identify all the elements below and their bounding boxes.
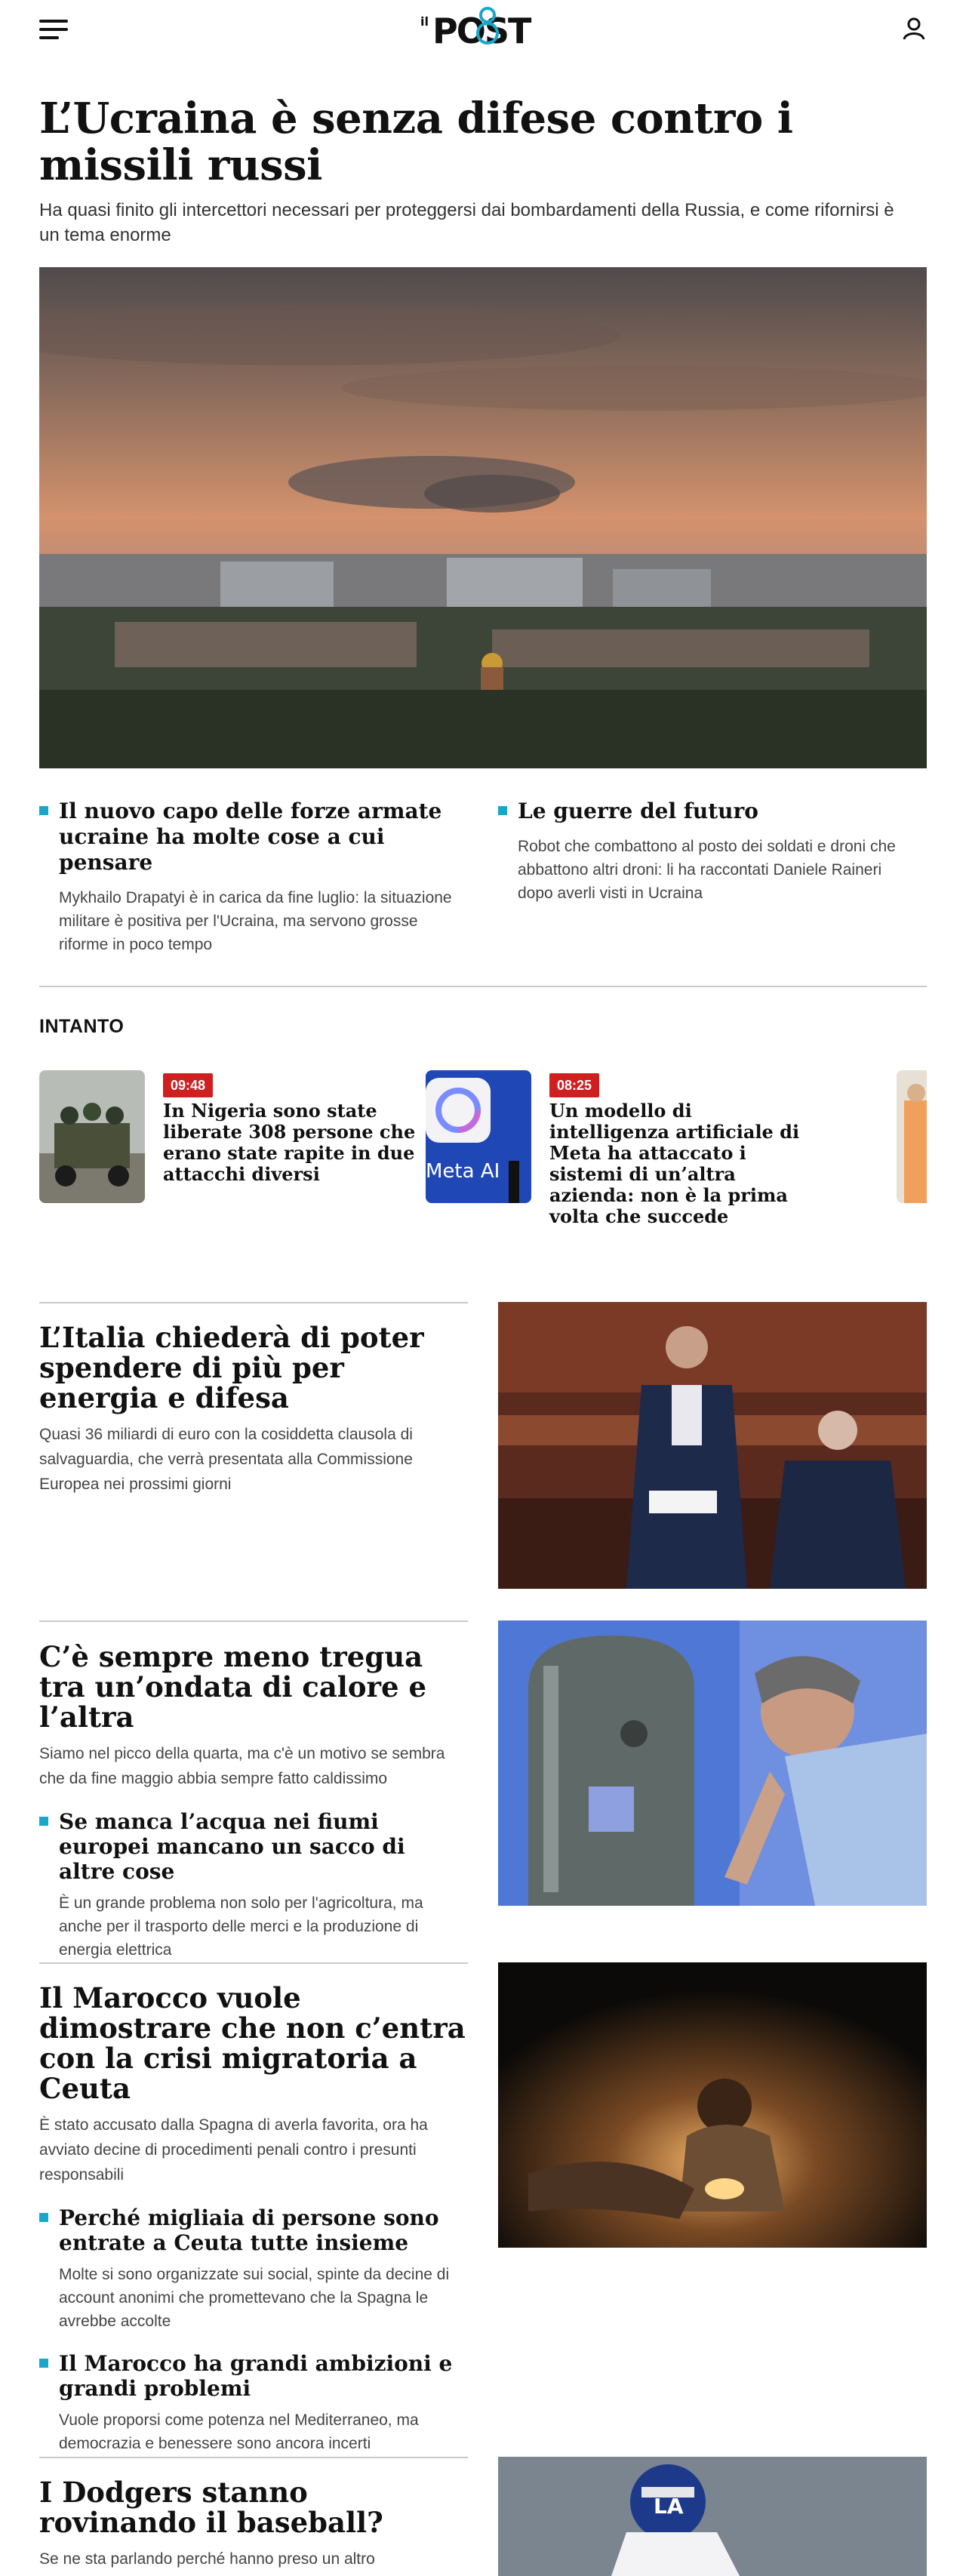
intanto-thumb-2[interactable] — [426, 1070, 531, 1203]
article-4[interactable] — [39, 2477, 468, 2571]
news-time-badge: 08:25 — [549, 1073, 599, 1097]
intanto-card-2[interactable] — [426, 1070, 818, 1227]
article-divider — [39, 1620, 468, 1622]
article-3-image[interactable] — [498, 1962, 927, 2248]
related-story-text: Mykhailo Drapatyi è in carica da fine luglio: la situazione militare è positiva per l'Ucraina, ma servono grosse riforme in poco tempo — [59, 889, 452, 953]
intanto-title[interactable]: Un modello di intelligenza artificiale di Meta ha attaccato i sistemi di un’altra azienda: non è la prima volta che succede — [549, 1100, 800, 1227]
article-related-item[interactable] — [39, 2205, 468, 2333]
related-story-2[interactable] — [498, 799, 921, 905]
article-related-text: Vuole proporsi come potenza nel Mediterraneo, ma democrazia e benessere sono ancora incerti — [59, 2411, 419, 2452]
user-icon[interactable] — [902, 17, 926, 41]
article-related-item[interactable] — [39, 1809, 468, 1962]
bullet-marker — [498, 806, 507, 815]
article-2-image[interactable] — [498, 1620, 927, 1906]
article-text: Quasi 36 miliardi di euro con la cosiddetta clausola di salvaguardia, che verrà presentata alla Commissione Europea nei prossimi giorni — [39, 1426, 413, 1493]
bullet-marker — [39, 1817, 48, 1826]
related-story-text: Robot che combattono al posto dei soldati e droni che abbattono altri droni: li ha raccontati Daniele Raineri dopo averli visti in Ucraina — [518, 838, 896, 902]
article-related-title[interactable]: Il Marocco ha grandi ambizioni e grandi problemi — [59, 2351, 453, 2401]
intanto-thumb-1[interactable] — [39, 1070, 145, 1203]
section-divider — [39, 986, 927, 987]
article-related-text: È un grande problema non solo per l'agricoltura, ma anche per il trasporto delle merci e la produzione di energia elettrica — [59, 1894, 423, 1959]
article-divider — [39, 1962, 468, 1964]
intanto-card-1[interactable] — [39, 1070, 432, 1203]
bullet-marker — [39, 2359, 48, 2368]
article-text: Se ne sta parlando perché hanno preso un altro — [39, 2550, 375, 2568]
related-story-1[interactable] — [39, 799, 462, 956]
article-related-text: Molte si sono organizzate sui social, spinte da decine di account anonimi che promettevano che la Spagna le avrebbe accolte — [59, 2266, 450, 2330]
article-divider — [39, 1302, 468, 1303]
intanto-thumb-3[interactable] — [897, 1070, 927, 1203]
il-post-logo[interactable] — [419, 3, 551, 48]
article-title[interactable]: Il Marocco vuole dimostrare che non c’entra con la crisi migratoria a Ceuta — [39, 1981, 466, 2105]
top-story-subtitle: Ha quasi finito gli intercettori necessari per proteggersi dai bombardamenti della Russia, e come rifornirsi è un tema enorme — [39, 200, 894, 245]
article-title[interactable]: I Dodgers stanno rovinando il baseball? — [39, 2476, 383, 2539]
article-text: È stato accusato dalla Spagna di averla favorita, ora ha avviato decine di procedimenti penali contro i presunti responsabili — [39, 2116, 428, 2184]
intanto-title[interactable]: In Nigeria sono state liberate 308 persone che erano state rapite in due attacchi diversi — [163, 1100, 416, 1185]
dodgers-cap-logo: LA — [654, 2494, 684, 2519]
intanto-label: INTANTO — [39, 1016, 125, 1037]
article-1[interactable] — [39, 1322, 468, 1497]
article-title[interactable]: C’è sempre meno tregua tra un’ondata di calore e l’altra — [39, 1640, 426, 1734]
article-divider — [39, 2457, 468, 2458]
article-title[interactable]: L’Italia chiederà di poter spendere di più per energia e difesa — [39, 1321, 424, 1414]
article-text: Siamo nel picco della quarta, ma c'è un motivo se sembra che da fine maggio abbia sempre fatto caldissimo — [39, 1745, 445, 1787]
hamburger-menu-icon[interactable] — [39, 20, 68, 39]
article-4-image[interactable] — [498, 2457, 927, 2576]
article-related-item[interactable] — [39, 2351, 468, 2455]
news-time-badge: 09:48 — [163, 1073, 213, 1097]
top-story-title[interactable]: L’Ucraina è senza difese contro i missili russi — [39, 94, 793, 190]
top-story-image[interactable] — [39, 267, 927, 768]
bullet-marker — [39, 2213, 48, 2222]
intanto-card-3-partial[interactable] — [897, 1070, 927, 1203]
article-2[interactable] — [39, 1642, 468, 1962]
related-story-title[interactable]: Il nuovo capo delle forze armate ucraine ha molte cose a cui pensare — [59, 799, 442, 875]
article-3[interactable] — [39, 1983, 468, 2455]
bullet-marker — [39, 806, 48, 815]
article-related-title[interactable]: Se manca l’acqua nei fiumi europei mancano un sacco di altre cose — [59, 1809, 405, 1884]
related-story-title[interactable]: Le guerre del futuro — [518, 799, 758, 823]
article-related-title[interactable]: Perché migliaia di persone sono entrate a Ceuta tutte insieme — [59, 2205, 439, 2255]
logo-post: POST — [432, 11, 531, 48]
site-header — [0, 0, 966, 59]
logo-il: il — [420, 14, 429, 29]
article-1-image[interactable] — [498, 1302, 927, 1589]
meta-ai-thumb-text: Meta AI — [426, 1160, 500, 1183]
